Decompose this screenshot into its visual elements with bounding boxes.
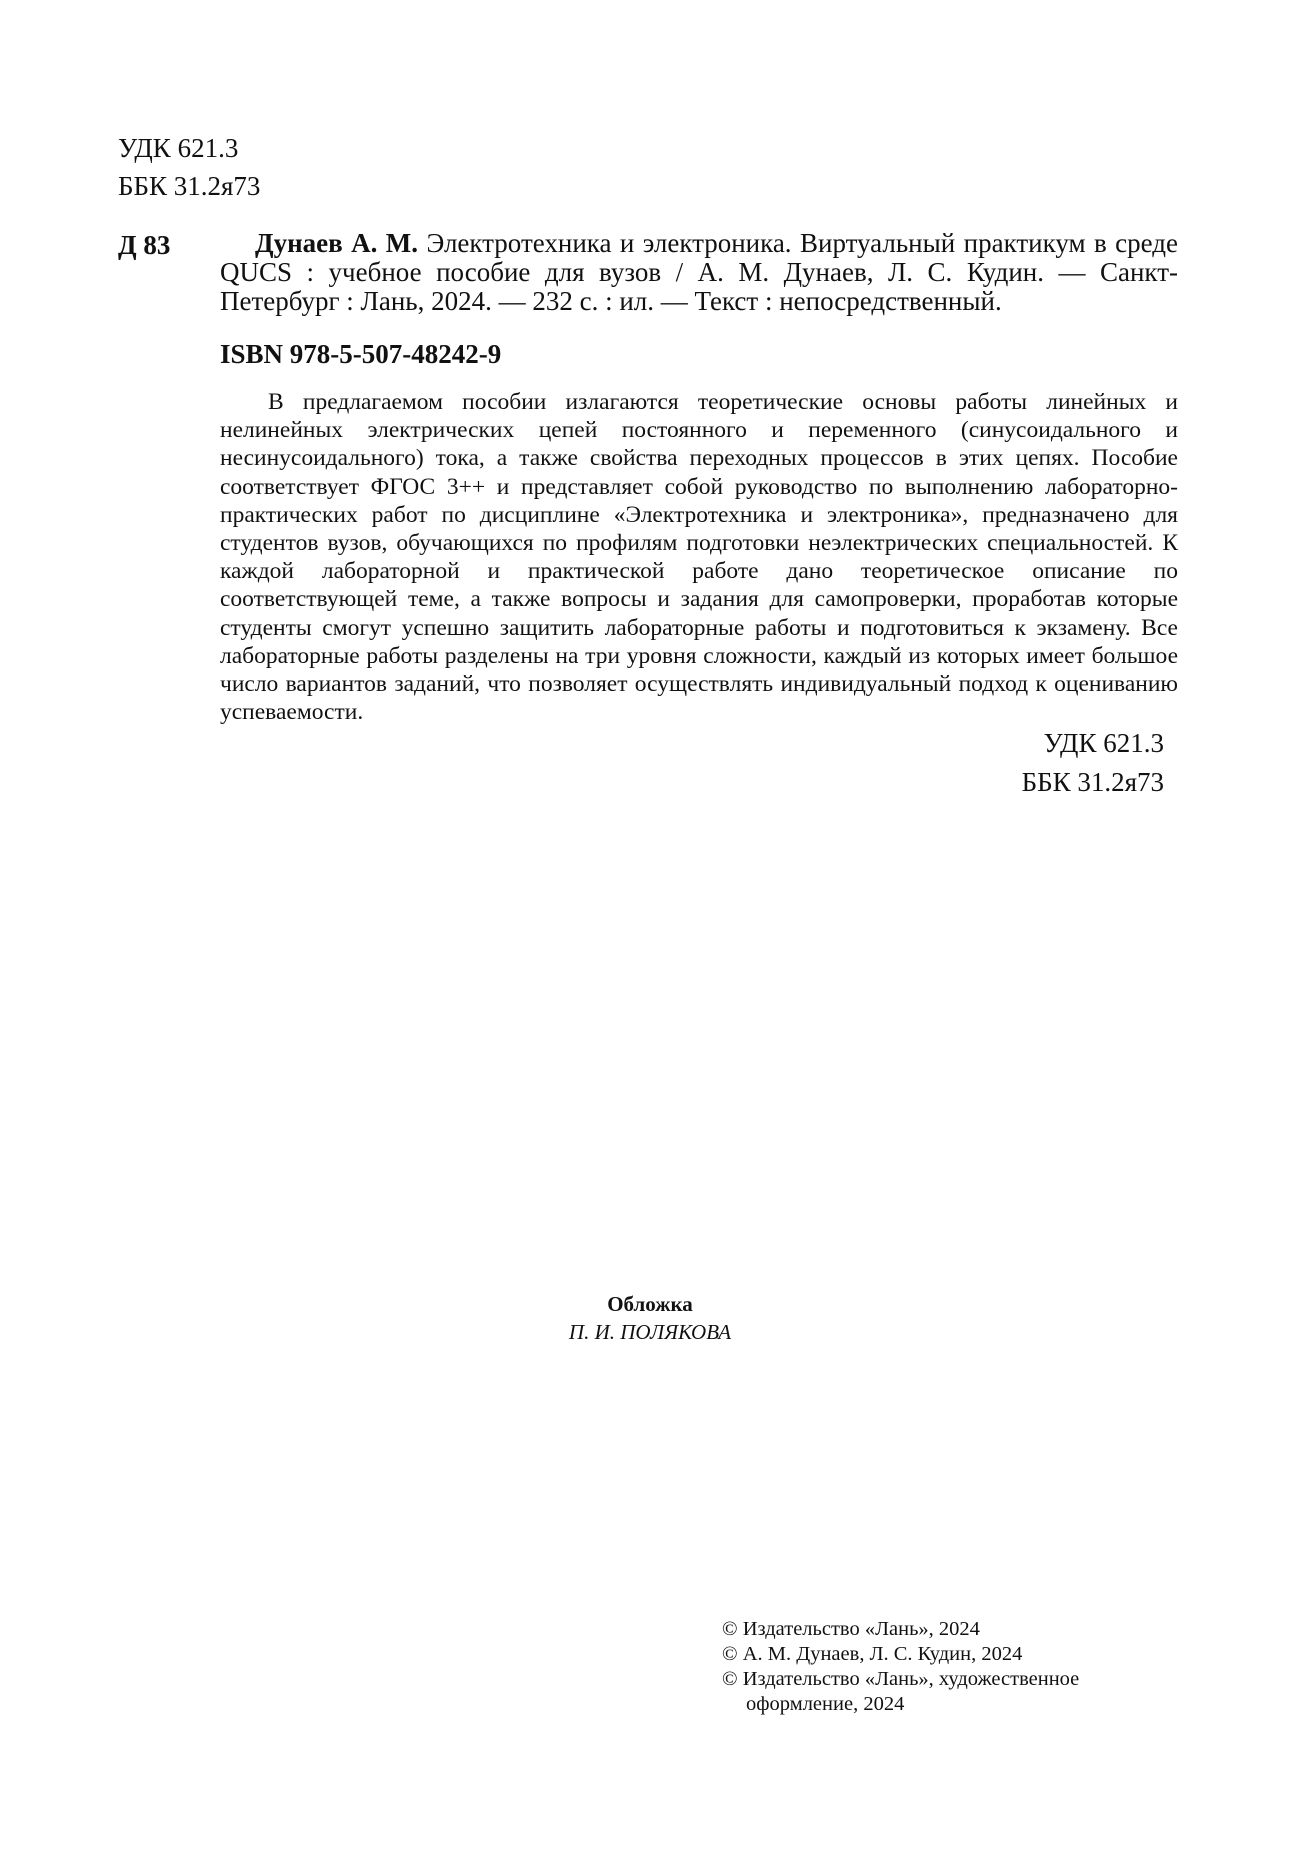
record-description: Электротехника и электроника. Виртуальный практикум в среде QUCS : учебное пособие для вузов / А. М. Дунаев, Л. С. Кудин. — Санкт-Петербург : Лань, 2024. — 232 с. : ил. — Текст : непосредственный. [220, 228, 1179, 316]
copyright-line: © А. М. Дунаев, Л. С. Кудин, 2024 [722, 1643, 1023, 1665]
bottom-classification-codes [1022, 724, 1164, 802]
cover-credit [0, 1290, 1300, 1346]
cover-designer: П. И. ПОЛЯКОВА [568, 1320, 732, 1344]
abstract-paragraph: В предлагаемом пособии излагаются теоретические основы работы линейных и нелинейных электрических цепей постоянного и переменного (синусоидального и несинусоидального) тока, а также свойства переходных процессов в этих цепях. Пособие соответствует ФГОС 3++ и представляет собой руководство по выполнению лабораторно-практических работ по дисциплине «Электротехника и электроника», предназначено для студентов вузов, обучающихся по профилям подготовки неэлектрических специальностей. К каждой лабораторной и практической работе дано теоретическое описание по соответствующей теме, а также вопросы и задания для самопроверки, проработав которые студенты смогут успешно защитить лабораторные работы и подготовиться к экзамену. Все лабораторные работы разделены на три уровня сложности, каждый из которых имеет большое число вариантов заданий, что позволяет осуществлять индивидуальный подход к оцениванию успеваемости. [220, 389, 1178, 726]
record-author: Дунаев А. М. [255, 228, 419, 258]
copyright-block [722, 1617, 1079, 1717]
bbk-code: ББК 31.2я73 [118, 171, 261, 201]
copyright-line: оформление, 2024 [746, 1693, 905, 1715]
isbn: ISBN 978-5-507-48242-9 [220, 339, 502, 369]
udk-code: УДК 621.3 [118, 133, 239, 163]
bbk-code-bottom: ББК 31.2я73 [1021, 767, 1164, 797]
bibliographic-record [220, 229, 1178, 316]
udk-code-bottom: УДК 621.3 [1043, 728, 1164, 758]
top-classification-codes [118, 129, 260, 205]
cover-label: Обложка [607, 1292, 693, 1316]
copyright-line: © Издательство «Лань», 2024 [722, 1618, 980, 1640]
author-sign: Д 83 [118, 230, 171, 260]
copyright-line: © Издательство «Лань», художественное [722, 1668, 1080, 1690]
